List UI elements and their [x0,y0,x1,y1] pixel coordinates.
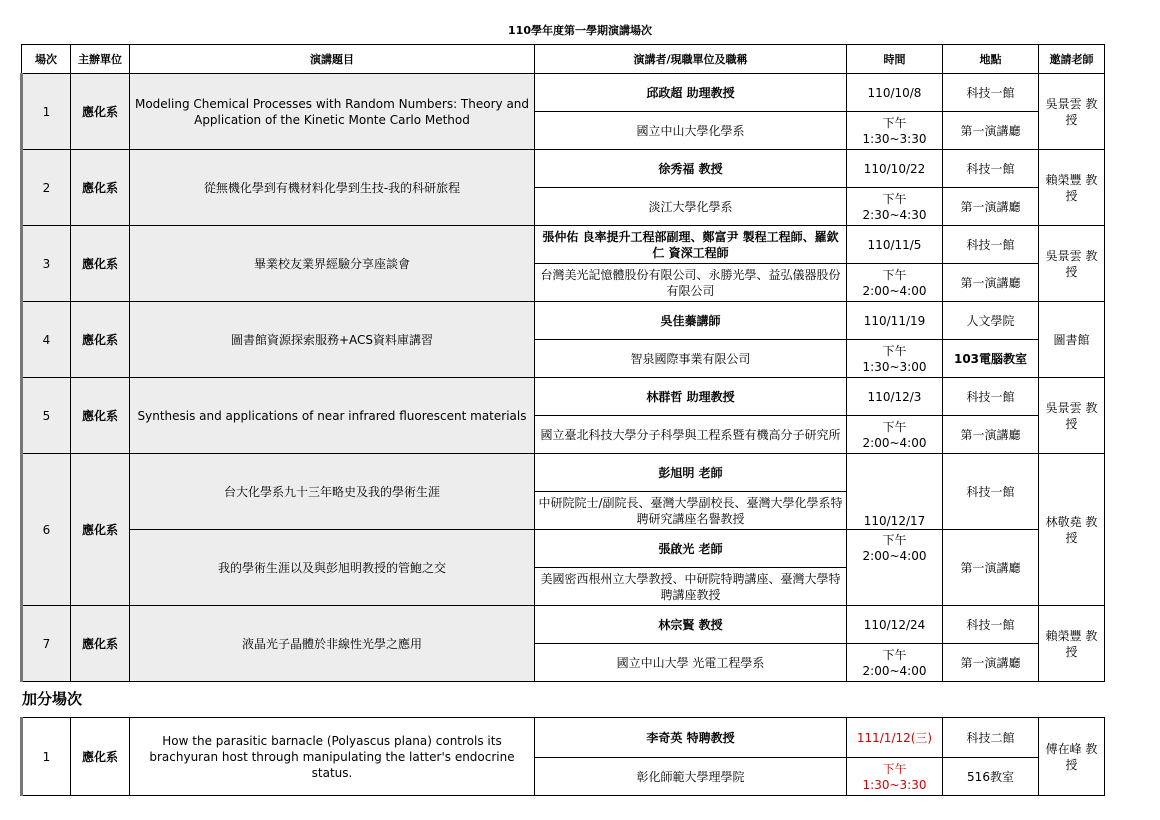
building: 科技一館 [943,150,1039,188]
building: 科技二館 [943,718,1039,758]
lecture-schedule-table [20,44,1105,682]
building: 科技一館 [943,454,1039,530]
table-row [22,150,1105,188]
speaker-name: 張啟光 老師 [535,530,847,568]
session-number: 5 [22,378,71,454]
header-row [22,45,1105,74]
host-teacher: 吳景雲 教授 [1039,378,1105,454]
speaker-affiliation: 國立中山大學化學系 [535,112,847,150]
header-location: 地點 [943,45,1039,74]
lecture-time: 下午 1:30~3:30 [847,112,943,150]
room: 第一演講廳 [943,530,1039,606]
host-teacher: 賴榮豐 教授 [1039,150,1105,226]
host-teacher: 吳景雲 教授 [1039,74,1105,150]
lecture-topic: 從無機化學到有機材料化學到生技-我的科研旅程 [130,150,535,226]
speaker-affiliation: 彰化師範大學理學院 [535,758,847,796]
lecture-topic: Modeling Chemical Processes with Random Numbers: Theory and Application of the Kinetic Monte Carlo Method [130,74,535,150]
speaker-affiliation: 美國密西根州立大學教授、中研院特聘講座、臺灣大學特聘講座教授 [535,568,847,606]
lecture-time: 下午 1:30~3:00 [847,340,943,378]
organizer-unit: 應化系 [71,302,130,378]
speaker-name: 彭旭明 老師 [535,454,847,492]
speaker-affiliation: 國立臺北科技大學分子科學與工程系暨有機高分子研究所 [535,416,847,454]
header-session: 場次 [22,45,71,74]
table-row [22,74,1105,112]
speaker-affiliation: 台灣美光記憶體股份有限公司、永勝光學、益弘儀器股份有限公司 [535,264,847,302]
room: 第一演講廳 [943,112,1039,150]
session-number: 7 [22,606,71,682]
speaker-affiliation: 淡江大學化學系 [535,188,847,226]
session-number: 1 [22,718,71,796]
room: 103電腦教室 [943,340,1039,378]
host-teacher: 賴榮豐 教授 [1039,606,1105,682]
speaker-affiliation: 智泉國際事業有限公司 [535,340,847,378]
room: 第一演講廳 [943,264,1039,302]
lecture-topic: 畢業校友業界經驗分享座談會 [130,226,535,302]
page-title: 110學年度第一學期演講場次 [508,24,652,37]
header-unit: 主辦單位 [71,45,130,74]
speaker-name: 吳佳蓁講師 [535,302,847,340]
organizer-unit: 應化系 [71,378,130,454]
organizer-unit: 應化系 [71,606,130,682]
table-row [22,454,1105,492]
speaker-affiliation: 國立中山大學 光電工程學系 [535,644,847,682]
lecture-date: 110/10/8 [847,74,943,112]
table-row [22,718,1105,758]
header-speaker: 演講者/現職單位及職稱 [535,45,847,74]
lecture-date: 110/10/22 [847,150,943,188]
organizer-unit: 應化系 [71,718,130,796]
speaker-name: 林宗賢 教授 [535,606,847,644]
lecture-date: 110/12/3 [847,378,943,416]
lecture-time: 下午 2:00~4:00 [847,264,943,302]
session-number: 3 [22,226,71,302]
room: 第一演講廳 [943,644,1039,682]
session-number: 1 [22,74,71,150]
lecture-time: 下午 2:00~4:00 [847,644,943,682]
room: 516教室 [943,758,1039,796]
speaker-name: 張仲佑 良率提升工程部副理、鄭富尹 製程工程師、羅欽仁 資深工程師 [535,226,847,264]
table-row [22,302,1105,340]
lecture-topic: 我的學術生涯以及與彭旭明教授的管鮑之交 [130,530,535,606]
table-row [22,606,1105,644]
host-teacher: 吳景雲 教授 [1039,226,1105,302]
lecture-time: 下午 1:30~3:30 [847,758,943,796]
room: 第一演講廳 [943,188,1039,226]
building: 科技一館 [943,606,1039,644]
speaker-affiliation: 中研院院士/副院長、臺灣大學副校長、臺灣大學化學系特聘研究講座名譽教授 [535,492,847,530]
lecture-time: 下午 2:00~4:00 [847,416,943,454]
session-number: 2 [22,150,71,226]
lecture-time: 下午 2:00~4:00 [847,530,943,606]
session-number: 6 [22,454,71,606]
speaker-name: 徐秀福 教授 [535,150,847,188]
speaker-name: 邱政超 助理教授 [535,74,847,112]
host-teacher: 圖書館 [1039,302,1105,378]
lecture-date: 110/11/5 [847,226,943,264]
header-time: 時間 [847,45,943,74]
lecture-date: 111/1/12(三) [847,718,943,758]
header-host: 邀請老師 [1039,45,1105,74]
host-teacher: 傅在峰 教授 [1039,718,1105,796]
speaker-name: 林群哲 助理教授 [535,378,847,416]
header-topic: 演講題目 [130,45,535,74]
table-row [22,378,1105,416]
session-number: 4 [22,302,71,378]
building: 科技一館 [943,226,1039,264]
lecture-date: 110/11/19 [847,302,943,340]
lecture-date: 110/12/24 [847,606,943,644]
table-row [22,530,1105,568]
lecture-date: 110/12/17 [847,454,943,530]
lecture-topic: How the parasitic barnacle (Polyascus plana) controls its brachyuran host through manipulating the latter's endocrine status. [130,718,535,796]
lecture-time: 下午 2:30~4:30 [847,188,943,226]
bonus-section-title: 加分場次 [22,690,83,708]
organizer-unit: 應化系 [71,454,130,606]
building: 科技一館 [943,378,1039,416]
lecture-topic: 台大化學系九十三年略史及我的學術生涯 [130,454,535,530]
lecture-topic: 圖書館資源探索服務+ACS資料庫講習 [130,302,535,378]
table-row [22,226,1105,264]
lecture-topic: 液晶光子晶體於非線性光學之應用 [130,606,535,682]
speaker-name: 李奇英 特聘教授 [535,718,847,758]
organizer-unit: 應化系 [71,226,130,302]
room: 第一演講廳 [943,416,1039,454]
organizer-unit: 應化系 [71,74,130,150]
organizer-unit: 應化系 [71,150,130,226]
lecture-topic: Synthesis and applications of near infrared fluorescent materials [130,378,535,454]
bonus-schedule-table [20,717,1105,796]
building: 科技一館 [943,74,1039,112]
host-teacher: 林敬堯 教授 [1039,454,1105,606]
building: 人文學院 [943,302,1039,340]
